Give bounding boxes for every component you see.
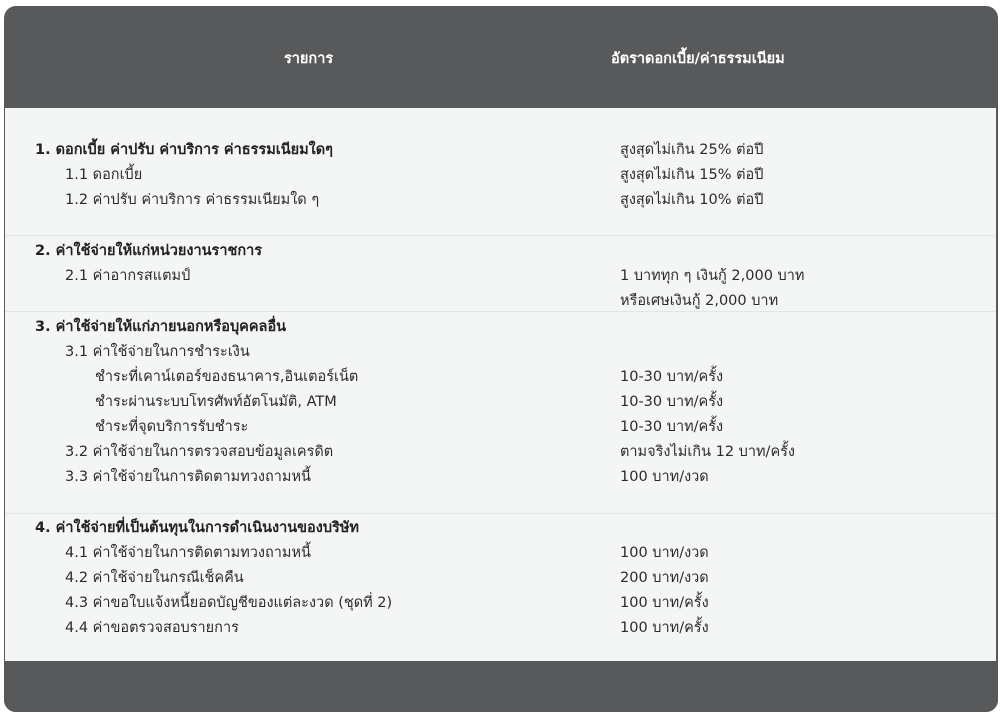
row-label: 4.3 ค่าขอใบแจ้งหนี้ยอดบัญชีของแต่ละงวด (ชุดที่ 2) [65,595,393,611]
table-footer [4,661,998,712]
table-row [5,264,996,289]
row-label: ชำระผ่านระบบโทรศัพท์อัตโนมัติ, ATM [95,394,337,410]
row-label: ชำระที่จุดบริการรับชำระ [95,419,249,435]
row-label: 3.3 ค่าใช้จ่ายในการติดตามทวงถามหนี้ [65,469,311,485]
table-row [5,315,996,340]
row-label: 2.1 ค่าอากรสแตมป์ [65,268,191,284]
row-value: 100 บาท/งวด [620,545,709,561]
row-value: 10-30 บาท/ครั้ง [620,394,724,410]
row-label: 1.1 ดอกเบี้ย [65,167,143,183]
row-value: 100 บาท/ครั้ง [620,595,709,611]
table-row [5,340,996,365]
row-label: 1.2 ค่าปรับ ค่าบริการ ค่าธรรมเนียมใด ๆ [65,192,320,208]
row-value: สูงสุดไม่เกิน 15% ต่อปี [620,167,764,183]
table-row [5,163,996,188]
table-row [5,365,996,390]
row-label: 1. ดอกเบี้ย ค่าปรับ ค่าบริการ ค่าธรรมเนียมใดๆ [35,142,333,158]
table-row [5,566,996,591]
section-divider [5,513,996,514]
table-row [5,516,996,541]
row-label: 4. ค่าใช้จ่ายที่เป็นต้นทุนในการดำเนินงานของบริษัท [35,520,359,536]
table-row [5,138,996,163]
table-row [5,591,996,616]
row-value: ตามจริงไม่เกิน 12 บาท/ครั้ง [620,444,796,460]
table-row [5,440,996,465]
row-label: 3.2 ค่าใช้จ่ายในการตรวจสอบข้อมูลเครดิต [65,444,334,460]
table-row [5,415,996,440]
table-row [5,188,996,213]
row-label: 4.4 ค่าขอตรวจสอบรายการ [65,620,239,636]
table-row [5,465,996,490]
table-header [4,6,998,108]
row-value: สูงสุดไม่เกิน 10% ต่อปี [620,192,764,208]
row-value: สูงสุดไม่เกิน 25% ต่อปี [620,142,764,158]
header-item: รายการ [284,51,334,67]
row-label: 3.1 ค่าใช้จ่ายในการชำระเงิน [65,344,250,360]
table-row [5,541,996,566]
row-value: หรือเศษเงินกู้ 2,000 บาท [620,293,779,309]
row-value: 10-30 บาท/ครั้ง [620,419,724,435]
row-label: 4.1 ค่าใช้จ่ายในการติดตามทวงถามหนี้ [65,545,311,561]
fee-table-card [4,6,998,712]
row-value: 1 บาททุก ๆ เงินกู้ 2,000 บาท [620,268,805,284]
table-row [5,239,996,264]
row-label: 4.2 ค่าใช้จ่ายในกรณีเช็คคืน [65,570,244,586]
row-value: 100 บาท/งวด [620,469,709,485]
table-row [5,289,996,314]
table-row [5,616,996,641]
header-rate: อัตราดอกเบี้ย/ค่าธรรมเนียม [611,51,785,67]
row-label: 3. ค่าใช้จ่ายให้แก่ภายนอกหรือบุคคลอื่น [35,319,287,335]
row-value: 100 บาท/ครั้ง [620,620,709,636]
table-row [5,390,996,415]
row-value: 10-30 บาท/ครั้ง [620,369,724,385]
table-body [5,108,996,661]
row-value: 200 บาท/งวด [620,570,709,586]
row-label: ชำระที่เคาน์เตอร์ของธนาคาร,อินเตอร์เน็ต [95,369,359,385]
section-divider [5,235,996,236]
row-label: 2. ค่าใช้จ่ายให้แก่หน่วยงานราชการ [35,243,263,259]
